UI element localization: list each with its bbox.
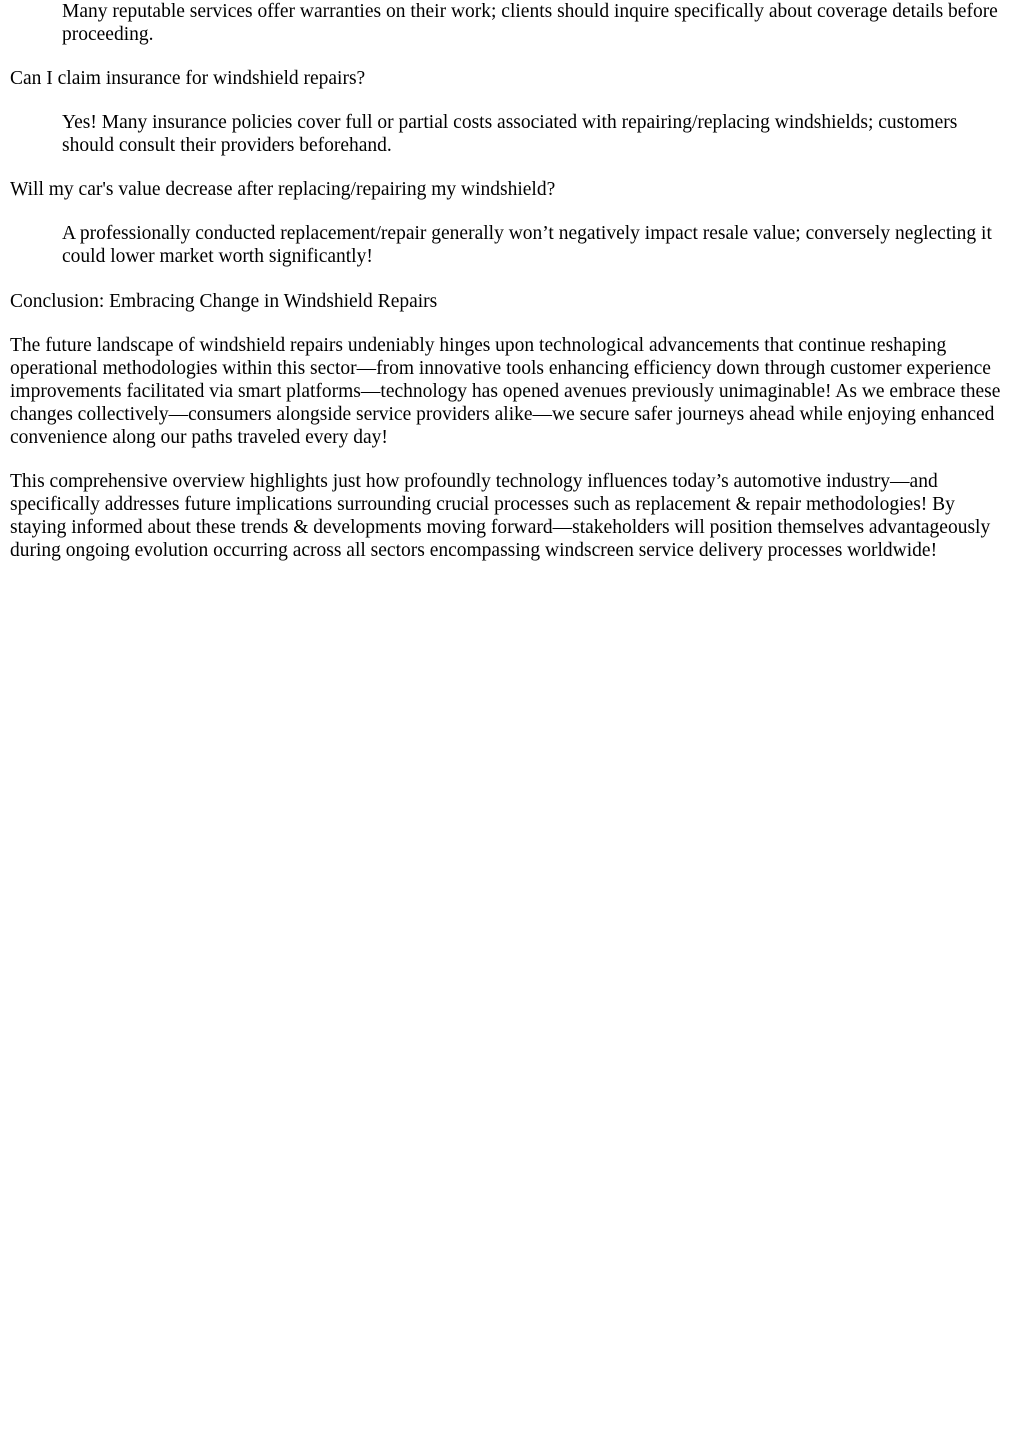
conclusion-paragraph: The future landscape of windshield repairs undeniably hinges upon technological advancements that continue reshaping operational methodologies within this sector—from innovative tools enhancing efficiency down through customer experience improvements facilitated via smart platforms—technology has opened avenues previously unimaginable! As we embrace these changes collectively—consumers alongside service providers alike—we secure safer journeys ahead while enjoying enhanced convenience along our paths traveled every day! <box>10 335 1001 448</box>
overview-paragraph: This comprehensive overview highlights just how profoundly technology influences today’s automotive industry—and specifically addresses future implications surrounding crucial processes such as replacement & repair methodologies! By staying informed about these trends & developments moving forward—stakeholders will position themselves advantageously during ongoing evolution occurring across all sectors encompassing windscreen service delivery processes worldwide! <box>10 471 991 561</box>
faq-answer-warranty: Many reputable services offer warranties on their work; clients should inquire specifically about coverage details before proceeding. <box>62 1 998 45</box>
faq-question-insurance: Can I claim insurance for windshield repairs? <box>10 68 366 89</box>
faq-question-car-value: Will my car's value decrease after replacing/repairing my windshield? <box>10 179 556 200</box>
faq-answer-car-value: A professionally conducted replacement/repair generally won’t negatively impact resale value; conversely neglecting it could lower market worth significantly! <box>62 223 992 267</box>
faq-answer-insurance: Yes! Many insurance policies cover full or partial costs associated with repairing/replacing windshields; customers should consult their providers beforehand. <box>62 112 958 156</box>
conclusion-heading: Conclusion: Embracing Change in Windshield Repairs <box>10 291 438 312</box>
